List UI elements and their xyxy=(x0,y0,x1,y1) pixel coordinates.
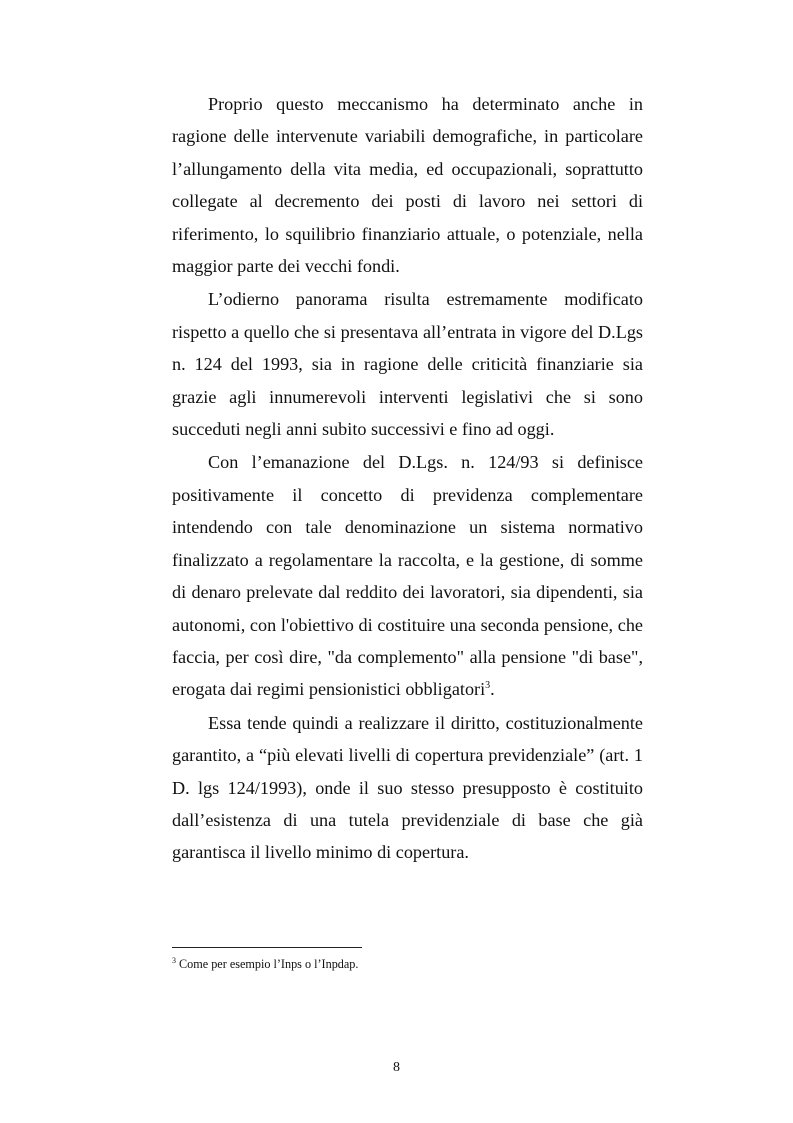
footnote-marker: 3 xyxy=(172,955,176,965)
body-text xyxy=(172,88,643,870)
paragraph-4-text: Essa tende quindi a realizzare il diritto, costituzionalmente garantito, a “più elevati livelli di copertura previdenziale” (art. 1 D. lgs 124/1993), onde il suo stesso presupposto è costituito dall’esistenza di una tutela previdenziale di base che già garantisca il livello minimo di copertura. xyxy=(172,712,643,863)
page-number: 8 xyxy=(393,1060,400,1075)
paragraph-3-text: Con l’emanazione del D.Lgs. n. 124/93 si definisce positivamente il concetto di previdenza complementare intendendo con tale denominazione un sistema normativo finalizzato a regolamentare la raccolta, e la gestione, di somme di denaro prelevate dal reddito dei lavoratori, sia dipendenti, sia autonomi, con l'obiettivo di costituire una seconda pensione, che faccia, per così dire, "da complemento" alla pensione "di base", erogata dai regimi pensionistici obbligatori xyxy=(172,452,643,700)
paragraph-1 xyxy=(172,88,643,282)
footnote-separator xyxy=(172,947,362,948)
paragraph-4 xyxy=(172,707,643,869)
paragraph-2-text: L’odierno panorama risulta estremamente modificato rispetto a quello che si presentava all’entrata in vigore del D.Lgs n. 124 del 1993, sia in ragione delle criticità finanziarie sia grazie agli innumerevoli interventi legislativi che si sono succeduti negli anni subito successivi e fino ad oggi. xyxy=(172,289,643,440)
paragraph-3-tail: . xyxy=(490,679,495,700)
paragraph-1-text: Proprio questo meccanismo ha determinato anche in ragione delle intervenute variabili demografiche, in particolare l’allungamento della vita media, ed occupazionali, soprattutto collegate al decremento dei posti di lavoro nei settori di riferimento, lo squilibrio finanziario attuale, o potenziale, nella maggior parte dei vecchi fondi. xyxy=(172,94,643,277)
paragraph-3 xyxy=(172,446,643,705)
footnote-reference[interactable]: 3 xyxy=(485,680,491,692)
footnote-3 xyxy=(172,956,643,972)
paragraph-2 xyxy=(172,283,643,445)
footnote-text: Come per esempio l’Inps o l’Inpdap. xyxy=(176,957,359,971)
